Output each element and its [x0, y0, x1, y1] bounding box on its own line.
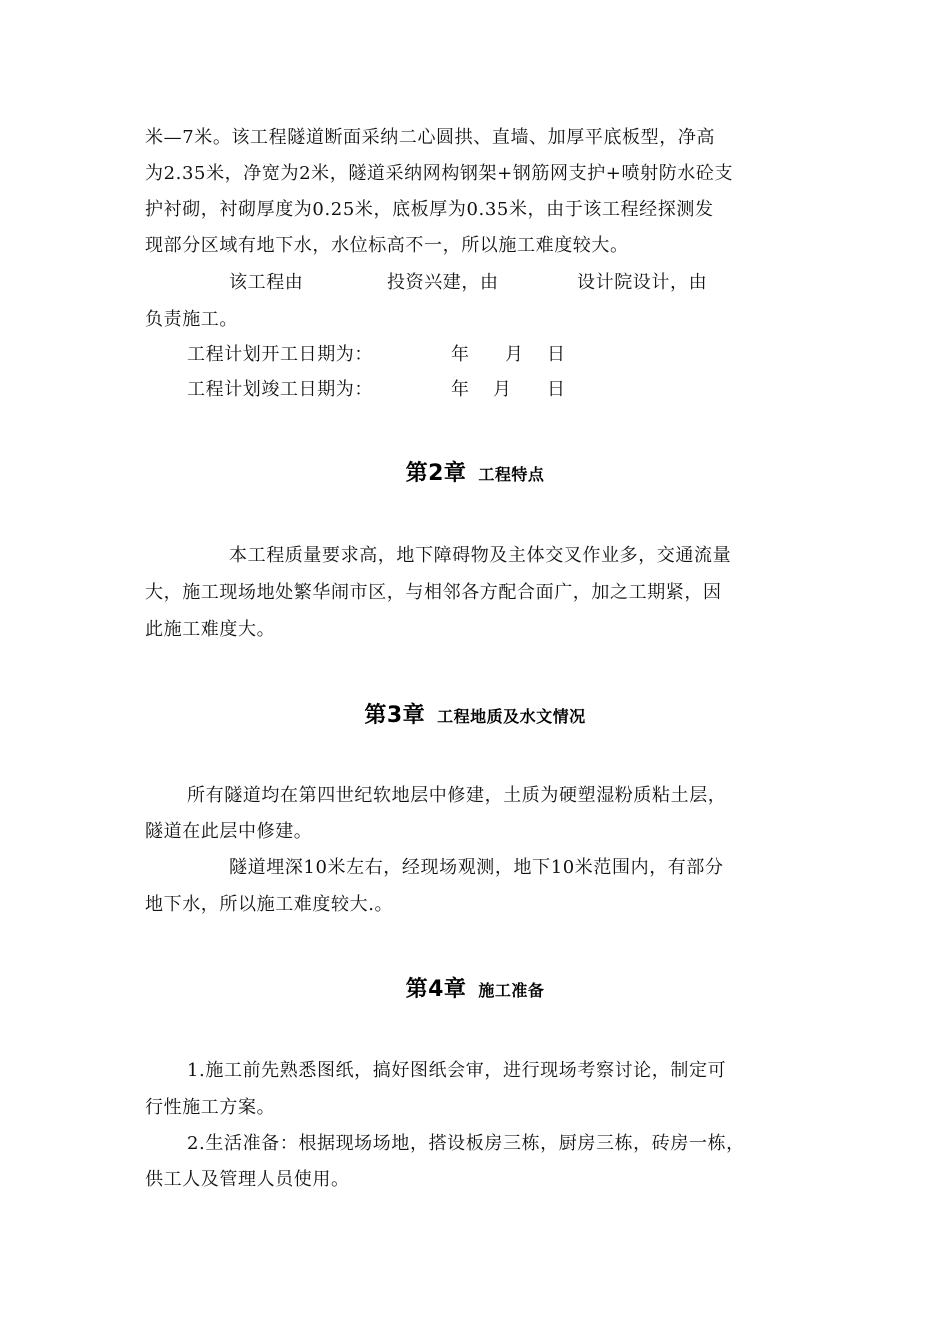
chapter-3-line-2: 隧道在此层中修建。	[145, 821, 313, 842]
chapter-2-line-2: 大，施工现场地处繁华闹市区，与相邻各方配合面广，加之工期紧，因	[145, 582, 722, 603]
chapter-2-line-3: 此施工难度大。	[145, 619, 276, 640]
end-date-label: 工程计划竣工日期为：	[187, 379, 373, 400]
chapter-2-number: 第2章	[405, 461, 467, 486]
parties-text-builder: 设计院设计，由	[577, 272, 708, 293]
chapter-2-heading	[0, 456, 950, 487]
parties-line-2: 负责施工。	[145, 309, 238, 330]
chapter-3-line-1: 所有隧道均在第四世纪软地层中修建，土质为硬塑湿粉质粘土层，	[187, 785, 727, 806]
start-date-label: 工程计划开工日期为：	[187, 344, 373, 365]
chapter-3-number: 第3章	[364, 703, 426, 728]
chapter-4-title: 施工准备	[478, 981, 545, 1000]
start-date-day: 日	[547, 344, 566, 365]
chapter-3-heading	[0, 698, 950, 729]
intro-line-1: 米—7米。该工程隧道断面采纳二心圆拱、直墙、加厚平底板型，净高	[145, 127, 716, 148]
parties-text-designer: 投资兴建，由	[387, 272, 499, 293]
start-date-month: 月	[505, 344, 524, 365]
chapter-4-line-1: 1.施工前先熟悉图纸，搞好图纸会审，进行现场考察讨论，制定可	[187, 1060, 727, 1081]
chapter-4-number: 第4章	[405, 977, 467, 1002]
chapter-3-title: 工程地质及水文情况	[437, 707, 586, 726]
chapter-4-line-3: 2.生活准备：根据现场场地，搭设板房三栋，厨房三栋，砖房一栋，	[187, 1133, 745, 1154]
chapter-3-line-3: 隧道埋深10米左右，经现场观测，地下10米范围内，有部分	[229, 857, 724, 878]
parties-text-investor: 该工程由	[229, 272, 304, 293]
end-date-year: 年	[451, 379, 470, 400]
intro-line-4: 现部分区域有地下水，水位标高不一，所以施工难度较大。	[145, 235, 629, 256]
end-date-month: 月	[493, 379, 512, 400]
intro-line-3: 护衬砌，衬砌厚度为0.25米，底板厚为0.35米，由于该工程经探测发	[145, 199, 714, 220]
chapter-4-line-4: 供工人及管理人员使用。	[145, 1169, 350, 1190]
chapter-2-line-1: 本工程质量要求高，地下障碍物及主体交叉作业多，交通流量	[229, 545, 732, 566]
chapter-4-line-2: 行性施工方案。	[145, 1097, 276, 1118]
chapter-4-heading	[0, 972, 950, 1003]
end-date-day: 日	[547, 379, 566, 400]
chapter-2-title: 工程特点	[478, 465, 545, 484]
chapter-3-line-4: 地下水，所以施工难度较大.。	[145, 894, 394, 915]
intro-line-2: 为2.35米，净宽为2米，隧道采纳网构钢架+钢筋网支护+喷射防水砼支	[145, 163, 734, 184]
start-date-year: 年	[451, 344, 470, 365]
